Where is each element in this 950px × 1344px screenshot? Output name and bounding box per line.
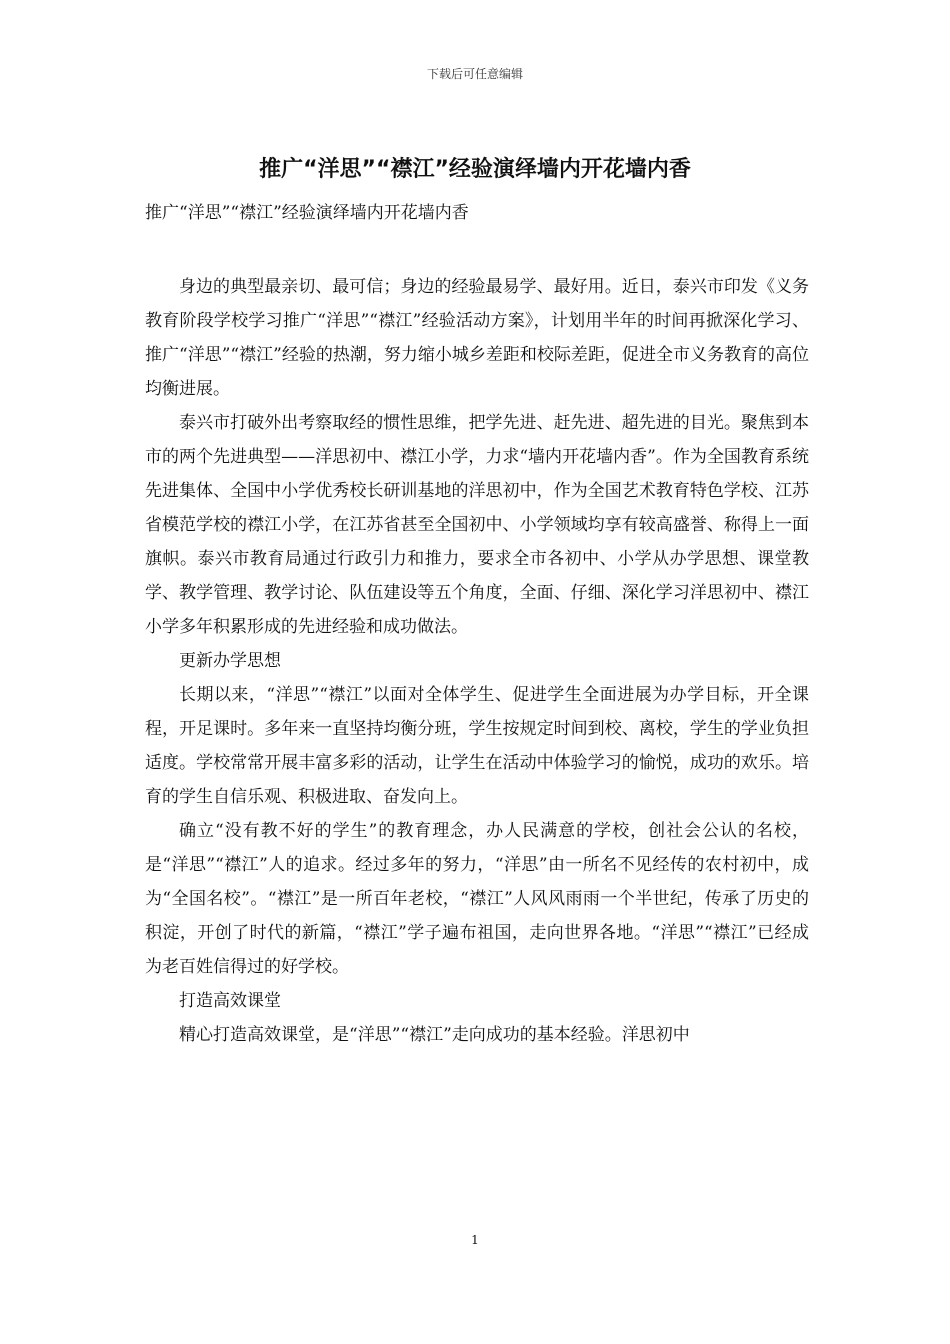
page-header-note: 下载后可任意编辑 <box>426 67 523 81</box>
paragraph: 长期以来，“洋思”“襟江”以面对全体学生、促进学生全面进展为办学目标，开全课程，开足课时。多年来一直坚持均衡分班，学生按规定时间到校、离校，学生的学业负担适度。学校常常开展丰富多彩的活动，让学生在活动中体验学习的愉悦，成功的欢乐。培育的学生自信乐观、积极进取、奋发向上。 <box>145 685 809 807</box>
page-number: 1 <box>471 1233 479 1247</box>
paragraph: 身边的典型最亲切、最可信；身边的经验最易学、最好用。近日，泰兴市印发《义务教育阶段学校学习推广“洋思”“襟江”经验活动方案》，计划用半年的时间再掀深化学习、推广“洋思”“襟江”经验的热潮，努力缩小城乡差距和校际差距，促进全市义务教育的高位均衡进展。 <box>145 277 809 399</box>
paragraph: 确立“没有教不好的学生”的教育理念，办人民满意的学校，创社会公认的名校，是“洋思”“襟江”人的追求。经过多年的努力，“洋思”由一所名不见经传的农村初中，成为“全国名校”。“襟江”是一所百年老校，“襟江”人风风雨雨一个半世纪，传承了历史的积淀，开创了时代的新篇，“襟江”学子遍布祖国，走向世界各地。“洋思”“襟江”已经成为老百姓信得过的好学校。 <box>145 821 809 977</box>
paragraph: 精心打造高效课堂，是“洋思”“襟江”走向成功的基本经验。洋思初中 <box>179 1025 690 1045</box>
document-body <box>145 270 809 1052</box>
paragraph: 泰兴市打破外出考察取经的惯性思维，把学先进、赶先进、超先进的目光。聚焦到本市的两个先进典型——洋思初中、襟江小学，力求“墙内开花墙内香”。作为全国教育系统先进集体、全国中小学优秀校长研训基地的洋思初中，作为全国艺术教育特色学校、江苏省模范学校的襟江小学，在江苏省甚至全国初中、小学领域均享有较高盛誉、称得上一面旗帜。泰兴市教育局通过行政引力和推力，要求全市各初中、小学从办学思想、课堂教学、教学管理、教学讨论、队伍建设等五个角度，全面、仔细、深化学习洋思初中、襟江小学多年积累形成的先进经验和成功做法。 <box>145 413 809 637</box>
section-heading: 打造高效课堂 <box>179 991 281 1011</box>
document-title: 推广“洋思”“襟江”经验演绎墙内开花墙内香 <box>259 157 691 182</box>
document-subtitle: 推广“洋思”“襟江”经验演绎墙内开花墙内香 <box>145 203 469 223</box>
section-heading: 更新办学思想 <box>179 651 281 671</box>
